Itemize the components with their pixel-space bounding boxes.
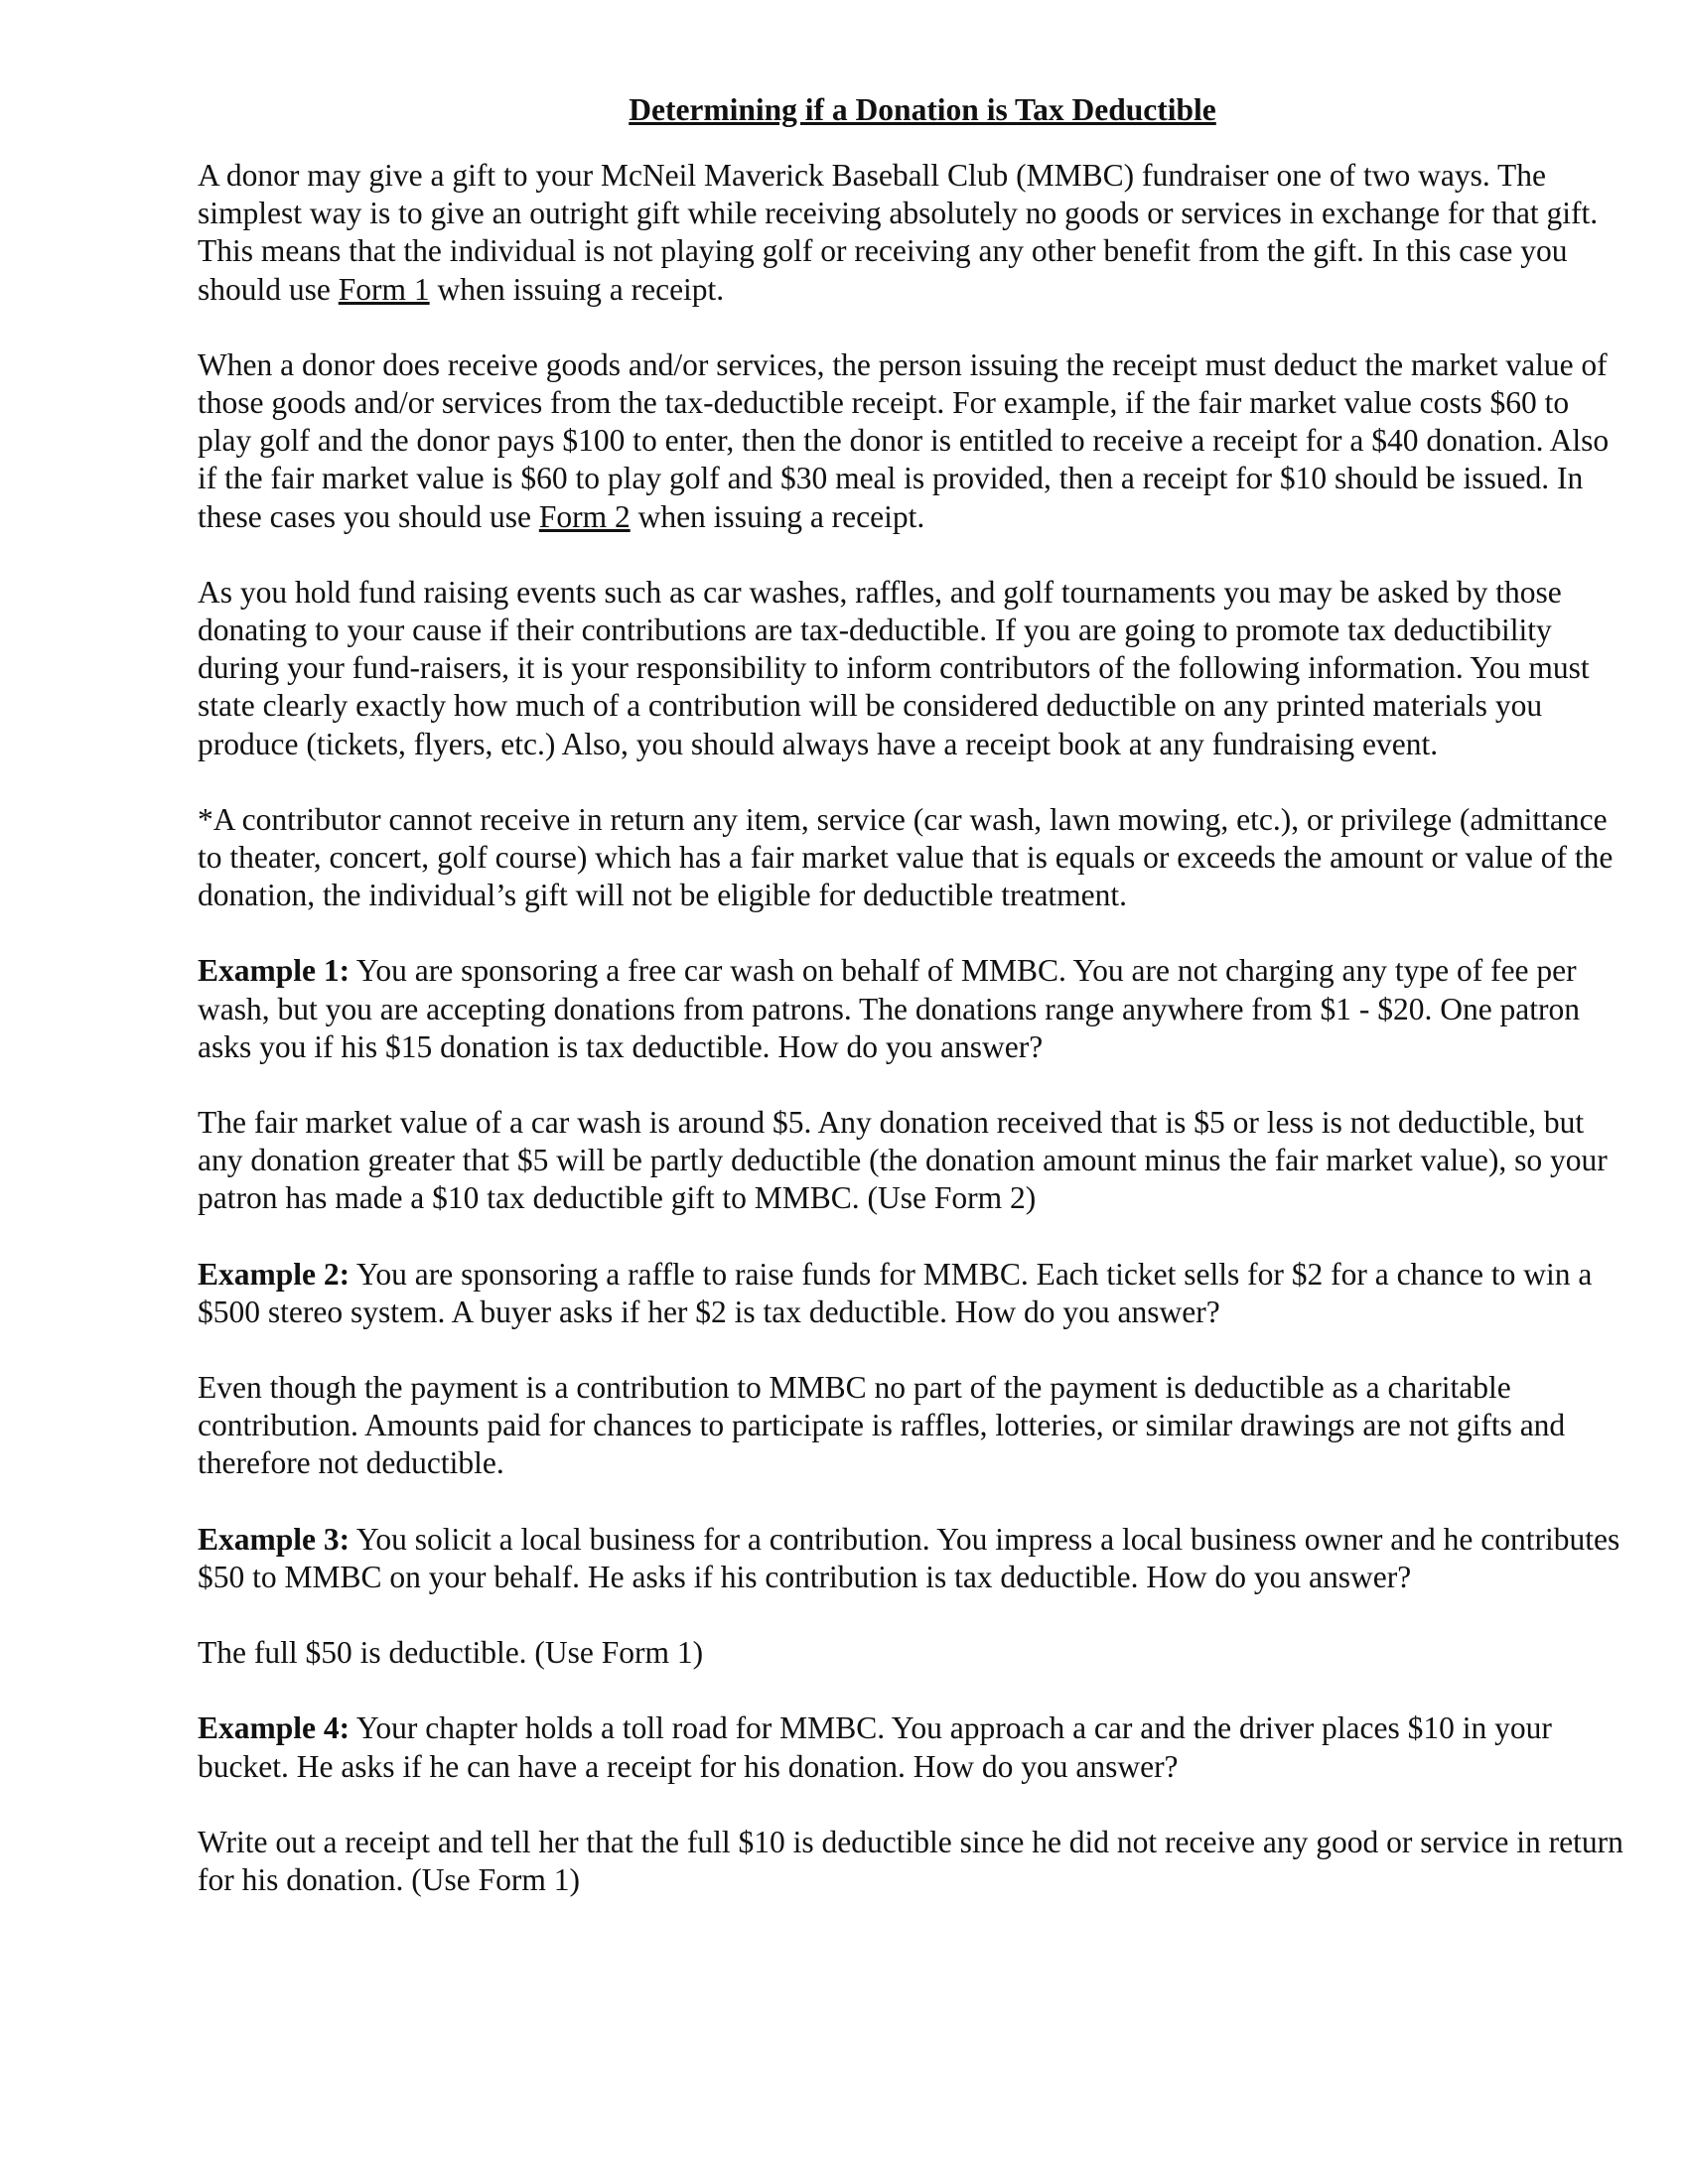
fundraising-events-paragraph: As you hold fund raising events such as car washes, raffles, and golf tournaments you may be asked by those donating to your cause if their contributions are tax-deductible. If you are going to promote tax deductibility during your fund-raisers, it is your responsibility to inform contributors of the following information. You must state clearly exactly how much of a contribution will be considered deductible on any printed materials you produce (tickets, flyers, etc.) Also, you should always have a receipt book at any fundraising event. bbox=[198, 574, 1590, 761]
intro-text-end: when issuing a receipt. bbox=[429, 271, 725, 307]
example-4-question bbox=[198, 1709, 1627, 1785]
example-2-question-text: You are sponsoring a raffle to raise funds for MMBC. Each ticket sells for $2 for a chance to win a $500 stereo system. A buyer asks if her $2 is tax deductible. How do you answer? bbox=[198, 1256, 1593, 1329]
intro-text: A donor may give a gift to your McNeil Maverick Baseball Club (MMBC) fundraiser one of two ways. The simplest way is to give an outright gift while receiving absolutely no goods or services in exchange for that gift. This means that the individual is not playing golf or receiving any other benefit from the gift. In this case you should use bbox=[198, 158, 1599, 307]
intro-paragraph bbox=[198, 157, 1627, 309]
goods-services-paragraph bbox=[198, 346, 1627, 536]
example-2-question bbox=[198, 1256, 1627, 1331]
example-1-question-text: You are sponsoring a free car wash on behalf of MMBC. You are not charging any type of fee per wash, but you are accepting donations from patrons. The donations range anywhere from $1 - $20. One patron asks you if his $15 donation is tax deductible. How do you answer? bbox=[198, 953, 1581, 1064]
goods-services-text: When a donor does receive goods and/or services, the person issuing the receipt must deduct the market value of those goods and/or services from the tax-deductible receipt. For example, if the fair market value costs $60 to play golf and the donor pays $100 to enter, then the donor is entitled to receive a receipt for a $40 donation. Also if the fair market value is $60 to play golf and $30 meal is provided, then a receipt for $10 should be issued. In these cases you should use bbox=[198, 346, 1610, 534]
form-1-reference: Form 1 bbox=[338, 271, 430, 307]
example-2-answer: Even though the payment is a contribution to MMBC no part of the payment is deductible as a charitable contribution. Amounts paid for chances to participate is raffles, lotteries, or similar drawings are not gifts and therefore not deductible. bbox=[198, 1370, 1566, 1481]
example-3-question-text: You solicit a local business for a contribution. You impress a local business owner and he contributes $50 to MMBC on your behalf. He asks if his contribution is tax deductible. How do you answer? bbox=[198, 1521, 1620, 1594]
example-2-label: Example 2: bbox=[198, 1256, 351, 1292]
contributor-note-paragraph: *A contributor cannot receive in return any item, service (car wash, lawn mowing, etc.), or privilege (admittance to theater, concert, golf course) which has a fair market value that is equals or exceeds the amount or value of the donation, the individual’s gift will not be eligible for deductible treatment. bbox=[198, 801, 1614, 913]
example-4-label: Example 4: bbox=[198, 1710, 351, 1746]
example-3-label: Example 3: bbox=[198, 1521, 351, 1557]
form-2-reference: Form 2 bbox=[538, 498, 631, 534]
example-1-answer: The fair market value of a car wash is around $5. Any donation received that is $5 or less is not deductible, but any donation greater that $5 will be partly deductible (the donation amount minus the fair market value), so your patron has made a $10 tax deductible gift to MMBC. (Use Form 2) bbox=[198, 1105, 1608, 1216]
document-page bbox=[198, 91, 1627, 1937]
example-4-question-text: Your chapter holds a toll road for MMBC. You approach a car and the driver places $10 in your bucket. He asks if he can have a receipt for his donation. How do you answer? bbox=[198, 1710, 1552, 1784]
example-3-answer: The full $50 is deductible. (Use Form 1) bbox=[198, 1635, 704, 1671]
page-title: Determining if a Donation is Tax Deductible bbox=[629, 92, 1216, 127]
example-3-question bbox=[198, 1521, 1627, 1596]
example-1-label: Example 1: bbox=[198, 953, 351, 989]
example-1-question bbox=[198, 952, 1627, 1066]
goods-services-text-end: when issuing a receipt. bbox=[630, 498, 925, 534]
example-4-answer: Write out a receipt and tell her that the full $10 is deductible since he did not receive any good or service in return for his donation. (Use Form 1) bbox=[198, 1824, 1623, 1897]
